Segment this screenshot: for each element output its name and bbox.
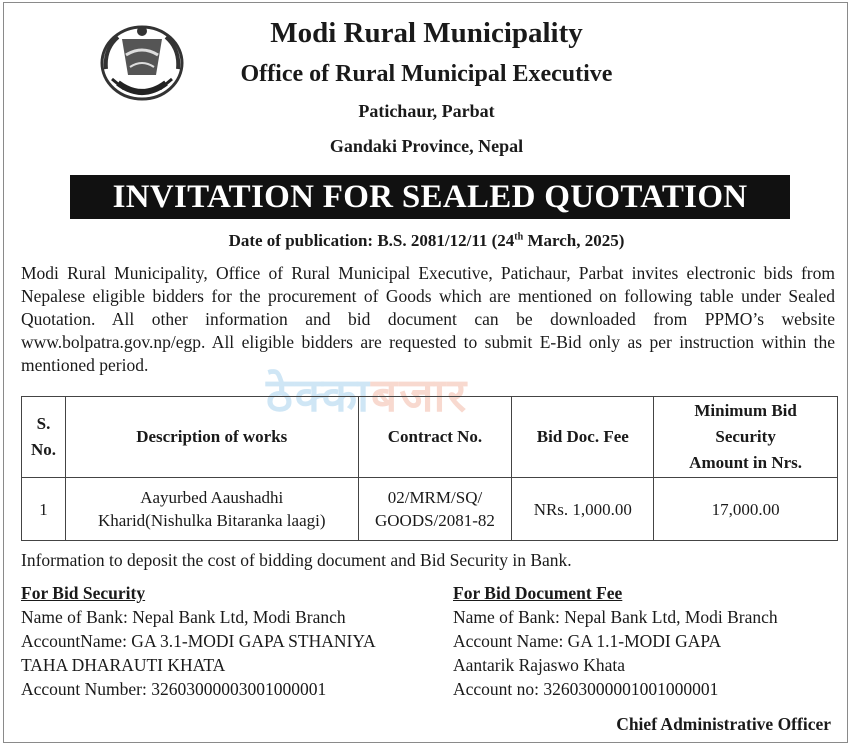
publication-date	[4, 231, 849, 251]
table-row	[22, 478, 838, 541]
header-security-line1: Minimum Bid	[694, 401, 797, 420]
bid-security-account-name-2: TAHA DHARAUTI KHATA	[21, 655, 226, 675]
bid-security-account-number: Account Number: 32603000003001000001	[21, 679, 327, 699]
bid-fee-account-name-2: Aantarik Rajaswo Khata	[453, 655, 626, 675]
bid-fee-section	[453, 581, 843, 701]
bid-security-section	[21, 581, 441, 701]
cell-description	[65, 478, 358, 541]
intro-paragraph: Modi Rural Municipality, Office of Rural Municipal Executive, Patichaur, Parbat invites electronic bids from Nepalese eligible bidders for the procurement of Goods which are mentioned on following table under Sealed Quotation. All other information and bid document can be downloaded from PPMO’s website www.bolpatra.gov.np/egp. All eligible bidders are requested to submit E-Bid only as per instruction within the mentioned period.	[21, 263, 835, 375]
cell-contract-line2: GOODS/2081-82	[374, 511, 495, 530]
notice-page	[3, 2, 848, 743]
office-location: Patichaur, Parbat	[358, 101, 495, 121]
header-description: Description of works	[65, 397, 358, 478]
quotation-table	[21, 396, 838, 541]
office-title: Office of Rural Municipal Executive	[240, 61, 613, 87]
header-security-line2: Security	[715, 427, 776, 446]
deposit-note: Information to deposit the cost of bidding document and Bid Security in Bank.	[21, 550, 572, 570]
bid-fee-title: For Bid Document Fee	[453, 583, 623, 603]
header-security	[654, 397, 838, 478]
table-header-row	[22, 397, 838, 478]
watermark-part-2: बजार	[371, 368, 469, 422]
publication-date-prefix: Date of publication: B.S. 2081/12/11 (24	[228, 231, 515, 250]
header-security-line3: Amount in Nrs.	[689, 453, 803, 472]
office-province: Gandaki Province, Nepal	[329, 136, 524, 156]
cell-contract-line1: 02/MRM/SQ/	[387, 488, 483, 507]
bid-fee-bank: Name of Bank: Nepal Bank Ltd, Modi Branch	[453, 607, 778, 627]
bid-security-title: For Bid Security	[21, 583, 146, 603]
publication-date-suffix: March, 2025)	[523, 231, 625, 250]
cell-description-line2: Kharid(Nishulka Bitaranka laagi)	[97, 511, 326, 530]
header-fee: Bid Doc. Fee	[512, 397, 654, 478]
header-contract: Contract No.	[358, 397, 512, 478]
cell-contract	[358, 478, 512, 541]
header-sn-line1: S.	[36, 414, 51, 433]
header-sn	[22, 397, 66, 478]
cell-description-line1: Aayurbed Aaushadhi	[140, 488, 284, 507]
header-sn-line2: No.	[30, 440, 56, 459]
municipality-title: Modi Rural Municipality	[270, 17, 583, 49]
bid-security-bank: Name of Bank: Nepal Bank Ltd, Modi Branch	[21, 607, 346, 627]
publication-date-superscript: th	[514, 231, 524, 243]
notice-banner: INVITATION FOR SEALED QUOTATION	[70, 175, 790, 219]
cell-sn: 1	[22, 478, 66, 541]
bid-security-account-name-1: AccountName: GA 3.1-MODI GAPA STHANIYA	[21, 631, 376, 651]
cell-fee: NRs. 1,000.00	[512, 478, 654, 541]
bid-fee-account-name-1: Account Name: GA 1.1-MODI GAPA	[453, 631, 722, 651]
cell-security: 17,000.00	[654, 478, 838, 541]
bid-fee-account-number: Account no: 32603000001001000001	[453, 679, 719, 699]
signoff: Chief Administrative Officer	[616, 714, 831, 734]
watermark-part-1: ठेक्का	[266, 368, 372, 422]
